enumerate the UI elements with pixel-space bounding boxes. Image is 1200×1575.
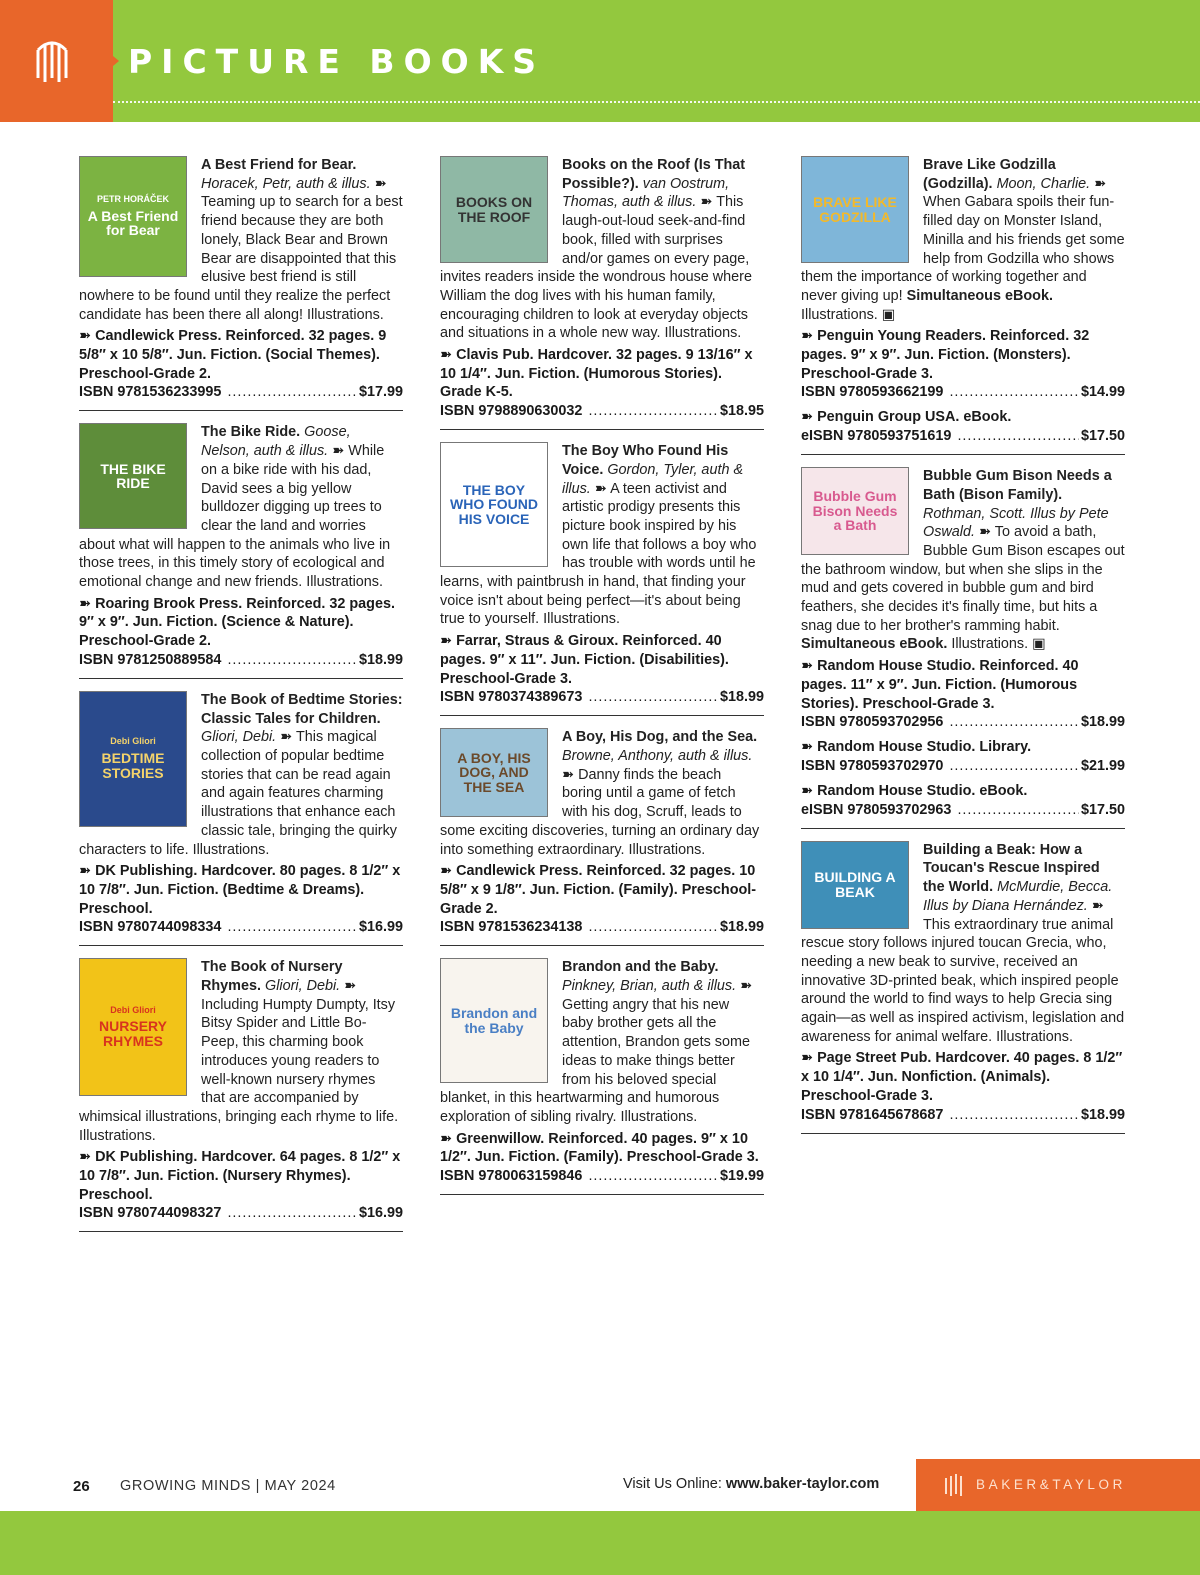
price: $18.99 bbox=[1080, 714, 1125, 731]
price: $18.99 bbox=[1080, 1106, 1125, 1123]
cover-art bbox=[80, 959, 186, 1095]
price: $21.99 bbox=[1080, 757, 1125, 774]
book-cover-image[interactable] bbox=[440, 156, 548, 263]
format-details bbox=[801, 782, 1125, 801]
book-summary: Danny finds the beach boring until a game of fetch with his dog, Scruff, leads to some exciting discoveries, turning an ordinary day into something extraordinary. Illustrations. bbox=[440, 766, 760, 858]
publisher-format: Greenwillow. Reinforced. 40 pages. 9″ x 10 1/2″. Jun. Fiction. (Family). Preschool-Grade 3. bbox=[440, 1130, 759, 1166]
dot-leader bbox=[949, 713, 1079, 732]
cover-title-text: BUILDING A BEAK bbox=[814, 869, 896, 900]
page-title: PICTURE BOOKS bbox=[128, 42, 546, 81]
book-author: Gliori, Debi. bbox=[201, 729, 277, 746]
bullet-arrow-icon: ➽ bbox=[440, 1130, 457, 1147]
bullet-arrow-icon: ➽ bbox=[740, 978, 753, 995]
format-details bbox=[79, 1148, 403, 1204]
cover-art bbox=[441, 729, 547, 816]
book-summary: Teaming up to search for a best friend because they are both lonely, Black Bear and Brown Bear are disappointed that this elusive best friend is still nowhere to be found until they realize the perfect candidate has been there all along! Illustrations. bbox=[79, 194, 403, 323]
book-author: Horacek, Petr, auth & illus. bbox=[201, 175, 371, 192]
format-details bbox=[79, 862, 403, 918]
dot-leader bbox=[949, 1106, 1079, 1125]
book-summary: A teen activist and artistic prodigy presents this picture book inspired by his own life that follows a boy who has trouble with words until he learns, with paintbrush in hand, that finding your voice isn't about being perfect—it's about being true to yourself. Illustrations. bbox=[440, 480, 757, 628]
isbn-price-row bbox=[801, 801, 1125, 820]
publisher-format: Penguin Group USA. eBook. bbox=[817, 409, 1012, 426]
format-details bbox=[801, 738, 1125, 757]
isbn-price-row bbox=[440, 918, 764, 937]
book-description-block bbox=[79, 156, 403, 324]
book-description-block bbox=[79, 691, 403, 859]
dot-leader bbox=[957, 427, 1079, 446]
dot-leader bbox=[949, 757, 1079, 776]
bullet-arrow-icon: ➽ bbox=[801, 658, 818, 675]
publisher-format: Random House Studio. Library. bbox=[817, 739, 1032, 756]
bullet-arrow-icon: ➽ bbox=[594, 480, 607, 497]
bullet-arrow-icon: ➽ bbox=[280, 729, 293, 746]
dot-leader bbox=[227, 918, 357, 937]
price: $19.99 bbox=[719, 1168, 764, 1185]
book-entry bbox=[801, 467, 1125, 829]
cover-title-text: THE BIKE RIDE bbox=[100, 460, 166, 492]
column-3 bbox=[801, 156, 1125, 1134]
publisher-format: Page Street Pub. Hardcover. 40 pages. 8 1/2″ x 10 1/4″. Jun. Nonfiction. (Animals). Preschool-Grade 3. bbox=[801, 1050, 1123, 1104]
cover-art bbox=[802, 157, 908, 262]
price: $18.99 bbox=[358, 651, 403, 668]
dot-leader bbox=[588, 918, 718, 937]
book-summary: When Gabara spoils their fun-filled day on Monster Island, Minilla and his friends get some help from Godzilla who shows them the importance of working together and never giving up! bbox=[801, 194, 1125, 304]
isbn-price-row bbox=[79, 918, 403, 937]
book-author: Moon, Charlie. bbox=[996, 175, 1091, 192]
book-title: Building a Beak: How a Toucan's Rescue Inspired the World. bbox=[923, 841, 1100, 896]
book-summary: This extraordinary true animal rescue story follows injured toucan Grecia, who, needing a new beak to survive, received an innovative 3D-printed beak, which inspired people around the world to find ways to help Grecia sing again—as well as inspired activism, legislation and awareness for animal welfare. Illustrations. bbox=[801, 916, 1125, 1045]
publisher-format: DK Publishing. Hardcover. 64 pages. 8 1/2″ x 10 7/8″. Jun. Fiction. (Nursery Rhymes). Preschool. bbox=[79, 1149, 401, 1203]
cover-art bbox=[80, 692, 186, 826]
cover-title-text: BRAVE LIKE GODZILLA bbox=[813, 193, 897, 225]
cover-art bbox=[441, 443, 547, 566]
dot-leader bbox=[588, 402, 718, 421]
book-entry bbox=[79, 691, 403, 946]
isbn-price-row bbox=[440, 402, 764, 421]
bullet-arrow-icon: ➽ bbox=[332, 443, 345, 460]
illustrations-note: Illustrations. bbox=[801, 306, 878, 323]
format-details bbox=[440, 1130, 764, 1167]
book-cover-image[interactable] bbox=[79, 423, 187, 529]
book-cover-image[interactable] bbox=[440, 958, 548, 1083]
book-entry bbox=[79, 423, 403, 678]
price: $17.50 bbox=[1080, 801, 1125, 818]
isbn-price-row bbox=[801, 713, 1125, 732]
book-cover-image[interactable] bbox=[440, 728, 548, 817]
price: $18.99 bbox=[719, 919, 764, 936]
publisher-format: Clavis Pub. Hardcover. 32 pages. 9 13/16″ x 10 1/4″. Jun. Fiction. (Humorous Stories). Grade K-5. bbox=[440, 347, 753, 401]
format-details bbox=[801, 408, 1125, 427]
visit-label: Visit Us Online: bbox=[623, 1476, 722, 1492]
logo-block bbox=[0, 0, 113, 122]
format-details bbox=[79, 595, 403, 651]
isbn-number[interactable]: ISBN 9780593662199 bbox=[801, 384, 944, 401]
cover-author-text: PETR HORÁČEK bbox=[96, 194, 169, 205]
book-cover-image[interactable] bbox=[801, 156, 909, 263]
bullet-arrow-icon: ➽ bbox=[79, 328, 96, 345]
book-cover-image[interactable] bbox=[79, 691, 187, 827]
cover-title-text: Brandon and the Baby bbox=[450, 1005, 538, 1036]
dot-leader bbox=[957, 801, 1079, 820]
isbn-number[interactable]: ISBN 9780593702956 bbox=[801, 714, 944, 731]
format-details bbox=[801, 327, 1125, 383]
book-author: Browne, Anthony, auth & illus. bbox=[562, 747, 753, 764]
bullet-arrow-icon: ➽ bbox=[79, 1149, 96, 1166]
book-author: van Oostrum, Thomas, auth & illus. bbox=[562, 175, 730, 211]
price: $18.95 bbox=[719, 403, 764, 420]
cover-author-text: Debi Gliori bbox=[110, 736, 156, 747]
bullet-arrow-icon: ➽ bbox=[801, 328, 818, 345]
book-author: McMurdie, Becca. Illus by Diana Hernández. bbox=[923, 879, 1113, 914]
cover-author-text: Debi Gliori bbox=[110, 1004, 156, 1015]
book-description-block bbox=[801, 467, 1125, 654]
isbn-price-row bbox=[801, 757, 1125, 776]
isbn-number[interactable]: ISBN 9781536233995 bbox=[79, 384, 222, 401]
book-summary: To avoid a bath, Bubble Gum Bison escapes out the bathroom window, but when she slips in the mud and gets covered in bubble gum and bird feathers, she decides it's finally time, but hits a snag due to her brother's ramming habit. bbox=[801, 524, 1125, 634]
book-summary: Including Humpty Dumpty, Itsy Bitsy Spider and Little Bo-Peep, this charming book introduces young readers to well-known nursery rhymes that are accompanied by whimsical illustrations, bringing each rhyme to life. Illustrations. bbox=[79, 996, 399, 1144]
cover-art bbox=[802, 842, 908, 928]
isbn-price-row bbox=[440, 1167, 764, 1186]
bottom-bar bbox=[0, 1511, 1200, 1575]
book-summary: While on a bike ride with his dad, David sees a big yellow bulldozer digging up trees to clear the land and worries about what will happen to the animals who live in those trees, in this timely story of ecological and emotional change and new friends. Illustrations. bbox=[79, 443, 391, 591]
book-title: The Boy Who Found His Voice. bbox=[562, 443, 729, 478]
isbn-number[interactable]: ISBN 9780744098334 bbox=[79, 919, 222, 936]
isbn-price-row bbox=[440, 688, 764, 707]
book-title: A Boy, His Dog, and the Sea. bbox=[562, 729, 758, 746]
format-details bbox=[440, 632, 764, 688]
book-summary: Getting angry that his new baby brother gets all the attention, Brandon gets some ideas to make things better from his beloved special blanket, in this heartwarming and humorous exploration of sibling rivalry. Illustrations. bbox=[440, 996, 750, 1125]
visit-online bbox=[623, 1476, 879, 1492]
book-entry bbox=[79, 958, 403, 1232]
dot-leader bbox=[227, 383, 357, 402]
page-header bbox=[0, 0, 1200, 122]
isbn-price-row bbox=[79, 651, 403, 670]
bullet-arrow-icon: ➽ bbox=[562, 766, 575, 783]
isbn-number[interactable]: ISBN 9781250889584 bbox=[79, 651, 222, 668]
bullet-arrow-icon: ➽ bbox=[801, 409, 818, 426]
isbn-number[interactable]: eISBN 9780593751619 bbox=[801, 428, 952, 445]
book-cover-image[interactable] bbox=[801, 841, 909, 929]
book-title: The Book of Nursery Rhymes. bbox=[201, 959, 343, 995]
simultaneous-ebook-note: Simultaneous eBook. bbox=[906, 287, 1053, 304]
publisher-format: Roaring Brook Press. Reinforced. 32 pages. 9″ x 9″. Jun. Fiction. (Science & Nature). Preschool-Grade 2. bbox=[79, 595, 395, 650]
cover-title-text: BEDTIME STORIES bbox=[101, 749, 165, 781]
isbn-number[interactable]: ISBN 9780744098327 bbox=[79, 1205, 222, 1222]
illustrations-note: Illustrations. bbox=[951, 636, 1029, 653]
dot-leader bbox=[227, 1204, 357, 1223]
book-entry bbox=[440, 442, 764, 716]
book-cover-image[interactable] bbox=[79, 156, 187, 277]
publisher-format: DK Publishing. Hardcover. 80 pages. 8 1/2″ x 10 7/8″. Jun. Fiction. (Bedtime & Dreams). Preschool. bbox=[79, 863, 401, 917]
cover-title-text: Bubble Gum Bison Needs a Bath bbox=[812, 488, 898, 534]
baker-taylor-badge bbox=[916, 1459, 1200, 1511]
bullet-arrow-icon: ➽ bbox=[700, 194, 713, 211]
publisher-format: Random House Studio. Reinforced. 40 pages. 11″ x 9″. Jun. Fiction. (Humorous Stories). Preschool-Grade 3. bbox=[801, 658, 1079, 712]
ebook-icon: ▣ bbox=[1032, 636, 1046, 653]
bullet-arrow-icon: ➽ bbox=[440, 633, 457, 650]
cover-art bbox=[80, 424, 186, 528]
isbn-number[interactable]: ISBN 9781536234138 bbox=[440, 919, 583, 936]
bullet-arrow-icon: ➽ bbox=[801, 1050, 818, 1067]
isbn-number[interactable]: ISBN 9780063159846 bbox=[440, 1168, 583, 1185]
publisher-format: Random House Studio. eBook. bbox=[817, 782, 1028, 799]
website-link[interactable]: www.baker-taylor.com bbox=[725, 1476, 880, 1492]
dot-leader bbox=[588, 1167, 718, 1186]
isbn-number[interactable]: ISBN 9780593702970 bbox=[801, 757, 944, 774]
bullet-arrow-icon: ➽ bbox=[374, 175, 387, 192]
format-details bbox=[440, 346, 764, 402]
cover-art bbox=[441, 959, 547, 1082]
bullet-arrow-icon: ➽ bbox=[344, 978, 357, 995]
book-cover-image[interactable] bbox=[79, 958, 187, 1096]
column-1 bbox=[79, 156, 403, 1232]
price: $18.99 bbox=[719, 689, 764, 706]
book-description-block bbox=[801, 841, 1125, 1047]
price: $14.99 bbox=[1080, 384, 1125, 401]
book-title: Bubble Gum Bison Needs a Bath (Bison Family). bbox=[923, 468, 1112, 503]
publisher-format: Candlewick Press. Reinforced. 32 pages. 10 5/8″ x 9 1/8″. Jun. Fiction. (Family). Preschool-Grade 2. bbox=[440, 863, 757, 917]
book-entry bbox=[801, 841, 1125, 1134]
format-details bbox=[440, 862, 764, 918]
baker-taylor-small-logo-icon bbox=[944, 1472, 968, 1496]
column-2 bbox=[440, 156, 764, 1195]
format-details bbox=[801, 1049, 1125, 1105]
isbn-price-row bbox=[801, 383, 1125, 402]
book-entry bbox=[440, 156, 764, 430]
book-entry bbox=[79, 156, 403, 411]
isbn-number[interactable]: ISBN 9798890630032 bbox=[440, 403, 583, 420]
book-author: Goose, Nelson, auth & illus. bbox=[201, 424, 351, 460]
book-description-block bbox=[440, 442, 764, 629]
book-author: Rothman, Scott. Illus by Pete Oswald. bbox=[923, 505, 1109, 541]
bullet-arrow-icon: ➽ bbox=[79, 595, 96, 612]
book-description-block bbox=[440, 958, 764, 1126]
cover-title-text: BOOKS ON THE ROOF bbox=[455, 193, 533, 225]
isbn-price-row bbox=[79, 1204, 403, 1223]
book-title: Brandon and the Baby. bbox=[562, 959, 719, 976]
isbn-price-row bbox=[801, 1106, 1125, 1125]
bullet-arrow-icon: ➽ bbox=[1091, 897, 1104, 914]
book-summary: This magical collection of popular bedtime stories that can be read again and again features charming illustrations that enhance each classic tale, bringing the quirky characters to life. Illustrations. bbox=[79, 729, 397, 858]
format-details bbox=[801, 657, 1125, 713]
book-description-block bbox=[440, 156, 764, 343]
book-description-block bbox=[440, 728, 764, 859]
book-description-block bbox=[79, 423, 403, 591]
dot-leader bbox=[949, 383, 1079, 402]
cover-title-text: A Best Friend for Bear bbox=[87, 207, 179, 239]
price: $16.99 bbox=[358, 1205, 403, 1222]
book-title: The Bike Ride. bbox=[201, 424, 301, 441]
book-cover-image[interactable] bbox=[801, 467, 909, 555]
isbn-number[interactable]: eISBN 9780593702963 bbox=[801, 801, 952, 818]
dot-leader bbox=[227, 651, 357, 670]
bullet-arrow-icon: ➽ bbox=[801, 782, 818, 799]
cover-title-text: A BOY, HIS DOG, AND THE SEA bbox=[457, 749, 531, 796]
book-title: The Book of Bedtime Stories: Classic Tales for Children. bbox=[201, 691, 403, 727]
page-number: 26 bbox=[73, 1478, 90, 1495]
cover-art bbox=[80, 157, 186, 276]
bullet-arrow-icon: ➽ bbox=[440, 347, 457, 364]
book-author: Gordon, Tyler, auth & illus. bbox=[562, 461, 744, 497]
dot-leader bbox=[588, 688, 718, 707]
cover-title-text: NURSERY RHYMES bbox=[99, 1018, 167, 1050]
book-author: Gliori, Debi. bbox=[265, 978, 341, 995]
bullet-arrow-icon: ➽ bbox=[801, 739, 818, 756]
book-title: Books on the Roof (Is That Possible?). bbox=[562, 157, 746, 192]
book-title: Brave Like Godzilla (Godzilla). bbox=[923, 157, 1056, 192]
cover-title-text: THE BOY WHO FOUND HIS VOICE bbox=[450, 481, 538, 527]
publisher-format: Farrar, Straus & Giroux. Reinforced. 40 pages. 9″ x 11″. Jun. Fiction. (Disabilities). Preschool-Grade 3. bbox=[440, 633, 729, 687]
bullet-arrow-icon: ➽ bbox=[978, 524, 992, 541]
simultaneous-ebook-note: Simultaneous eBook. bbox=[801, 636, 948, 653]
book-description-block bbox=[79, 958, 403, 1145]
price: $17.50 bbox=[1080, 428, 1125, 445]
ebook-icon: ▣ bbox=[881, 306, 896, 323]
book-summary: This laugh-out-loud seek-and-find book, filled with surprises and/or games on every page, invites readers inside the wondrous house where William the dog lives with his human family, encouraging children to look at everyday objects and situations in a whole new way. Illustrations. bbox=[440, 194, 752, 342]
book-cover-image[interactable] bbox=[440, 442, 548, 567]
price: $16.99 bbox=[358, 919, 403, 936]
book-title: A Best Friend for Bear. bbox=[201, 157, 357, 173]
book-author: Pinkney, Brian, auth & illus. bbox=[562, 978, 737, 995]
header-arrow-icon bbox=[113, 56, 119, 66]
book-entry bbox=[440, 958, 764, 1195]
publisher-format: Penguin Young Readers. Reinforced. 32 pages. 9″ x 9″. Jun. Fiction. (Monsters). Preschool-Grade 3. bbox=[801, 328, 1090, 382]
header-dotted-rule bbox=[113, 101, 1200, 103]
baker-taylor-logo-icon bbox=[36, 38, 78, 84]
book-entry bbox=[440, 728, 764, 946]
isbn-number[interactable]: ISBN 9781645678687 bbox=[801, 1106, 944, 1123]
bullet-arrow-icon: ➽ bbox=[440, 863, 457, 880]
format-details bbox=[79, 327, 403, 383]
book-description-block bbox=[801, 156, 1125, 324]
book-entry bbox=[801, 156, 1125, 455]
isbn-price-row bbox=[801, 427, 1125, 446]
bullet-arrow-icon: ➽ bbox=[79, 863, 96, 880]
cover-art bbox=[441, 157, 547, 262]
bullet-arrow-icon: ➽ bbox=[1094, 175, 1107, 192]
isbn-price-row bbox=[79, 383, 403, 402]
price: $17.99 bbox=[358, 384, 403, 401]
brand-name: BAKER&TAYLOR bbox=[976, 1477, 1126, 1492]
magazine-issue: GROWING MINDS | MAY 2024 bbox=[120, 1478, 336, 1494]
cover-art bbox=[802, 468, 908, 554]
isbn-number[interactable]: ISBN 9780374389673 bbox=[440, 689, 583, 706]
publisher-format: Candlewick Press. Reinforced. 32 pages. 9 5/8″ x 10 5/8″. Jun. Fiction. (Social Themes). Preschool-Grade 2. bbox=[79, 328, 387, 382]
